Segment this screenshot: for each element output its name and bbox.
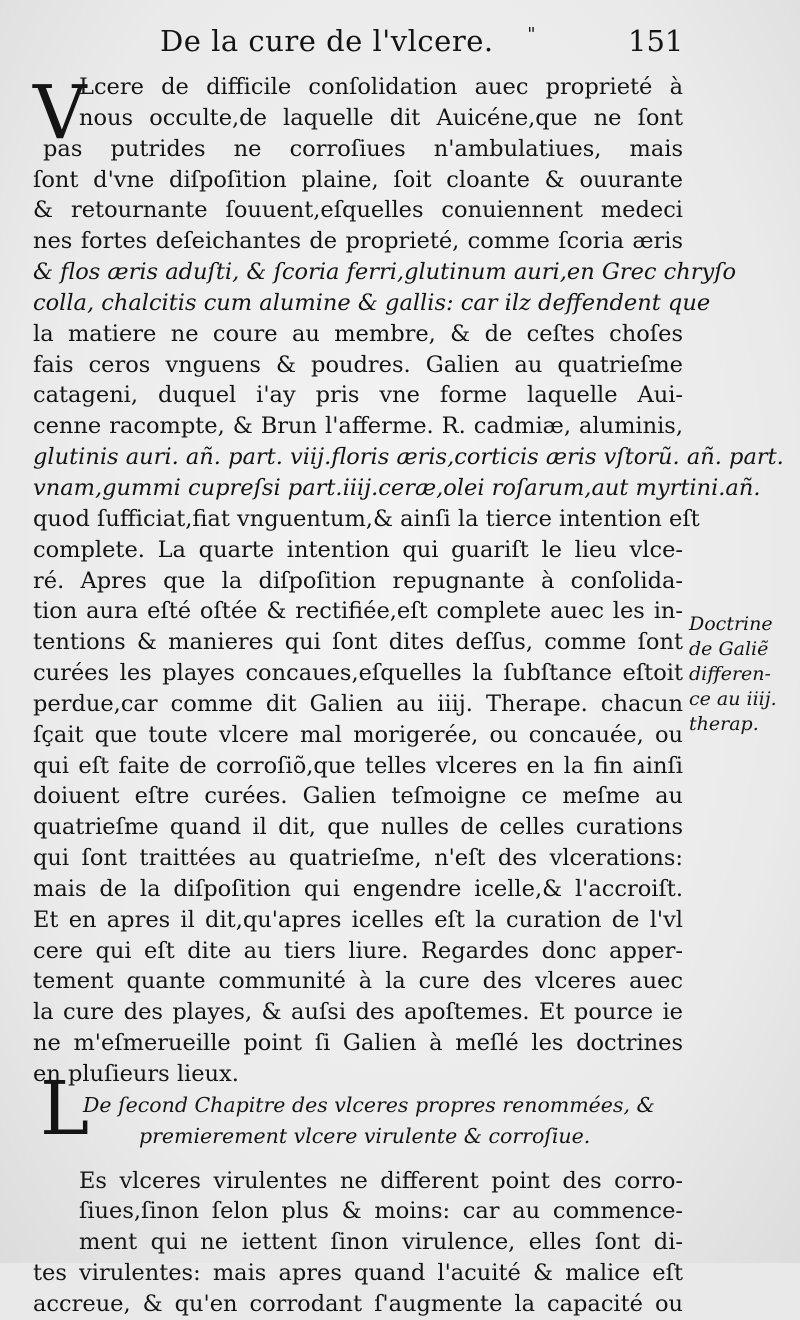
text-line: tentions & manieres qui ſont dites deſſus, comme ſont [33, 629, 683, 656]
text-line: accreue, & qu'en corrodant ſ'augmente la capacité ou [33, 1290, 683, 1317]
chapter-subheading: premierement vlcere virulente & corroſiue. [139, 1123, 591, 1148]
text-line: en pluſieurs lieux. [33, 1061, 239, 1087]
text-line: la matiere ne coure au membre, & de ceſtes choſes [33, 320, 683, 347]
spacer [33, 1152, 683, 1166]
text-line: fais ceros vnguens & poudres. Galien au quatrieſme [33, 351, 683, 378]
text-line: Et en apres il dit,qu'apres icelles eſt la curation de l'vl [33, 906, 683, 933]
text-line: cere qui eſt dite au tiers liure. Regardes donc apper- [33, 937, 683, 964]
text-line: nes fortes deſeichantes de proprieté, comme ſcoria æris [33, 228, 683, 255]
text-line: perdue,car comme dit Galien au iiij. Therape. chacun [33, 690, 683, 717]
text-line: quatrieſme quand il dit, que nulles de celles curations [33, 814, 683, 841]
text-line: complete. La quarte intention qui guariſt le lieu vlce- [33, 536, 683, 563]
text-line: catageni, duquel i'ay pris vne forme laquelle Aui- [33, 382, 683, 409]
margin-note-line: differen- [689, 663, 771, 685]
text-line: vnam,gummi cupreſsi part.iiij.ceræ,olei roſarum,aut myrtini.añ. [33, 474, 761, 501]
text-line: mais de la diſpoſition qui engendre icelle,& l'accroiſt. [33, 875, 683, 902]
header-title: De la cure de l'vlcere. [160, 24, 494, 58]
text-line: quod ſufficiat,fiat vnguentum,& ainſi la tierce intention eſt [33, 505, 700, 532]
text-line: ré. Apres que la diſpoſition repugnante à conſolida- [33, 567, 683, 594]
text-line: & retournante ſouuent,eſquelles conuiennent medeci [33, 197, 683, 224]
text-line: qui eſt faite de corroſiõ,que telles vlceres en la fin ainſi [33, 752, 683, 779]
margin-note [689, 612, 797, 737]
text-line: ſçait que toute vlcere mal morigerée, ou concauée, ou [33, 721, 683, 748]
header-mark: " [527, 24, 537, 45]
text-line: tement quante communité à la cure des vlceres auec [33, 968, 683, 995]
text-line: cenne racompte, & Brun l'afferme. R. cadmiæ, aluminis, [33, 413, 683, 440]
text-line: & flos æris aduſti, & ſcoria ferri,glutinum auri,en Grec chryſo [33, 259, 737, 286]
text-line: curées les playes concaues,eſquelles la ſubſtance eſtoit [33, 660, 683, 687]
text-line: ſiues,ſinon ſelon plus & moins: car au commence- [79, 1198, 683, 1225]
text-line: doiuent eſtre curées. Galien teſmoigne ce meſme au [33, 783, 683, 810]
margin-note-line: Doctrine [689, 613, 773, 635]
drop-cap-l: L [40, 1066, 90, 1152]
chapter-heading: De ſecond Chapitre des vlceres propres renommées, & [83, 1092, 655, 1117]
text-line: tion aura eſté oſtée & rectifiée,eſt complete auec les in- [33, 598, 683, 625]
text-line: colla, chalcitis cum alumine & gallis: car ilz deffendent que [33, 289, 711, 316]
running-header [160, 24, 660, 68]
text-line: nous occulte,de laquelle dit Auicéne,que ne ſont [79, 104, 683, 131]
text-line: ne m'eſmerueille point ſi Galien à meſlé les doctrines [33, 1030, 683, 1057]
text-line: Lcere de difficile conſolidation auec proprieté à [79, 74, 683, 100]
text-line: qui ſont traittées au quatrieſme, n'eſt des vlcerations: [33, 845, 683, 872]
text-line: ment qui ne iettent ſinon virulence, elles ſont di- [79, 1229, 683, 1256]
margin-note-line: de Galiẽ [689, 638, 769, 660]
text-line: pas putrides ne corroſiues n'ambulatiues, mais [43, 135, 683, 162]
margin-note-line: ce au iiij. [689, 688, 777, 710]
text-line: tes virulentes: mais apres quand l'acuité & malice eſt [33, 1260, 683, 1287]
text-line: ſont d'vne diſpoſition plaine, ſoit cloante & ouurante [33, 166, 683, 193]
text-line: la cure des playes, & auſsi des apoſtemes. Et pource ie [33, 999, 683, 1026]
text-line: Es vlceres virulentes ne different point des corro- [79, 1167, 683, 1194]
margin-note-line: therap. [689, 713, 759, 735]
page-number: 151 [628, 24, 684, 58]
text-line: glutinis auri. añ. part. viij.floris æris,corticis æris vſtorũ. añ. part. [33, 444, 784, 471]
drop-cap-v: V [33, 70, 87, 156]
